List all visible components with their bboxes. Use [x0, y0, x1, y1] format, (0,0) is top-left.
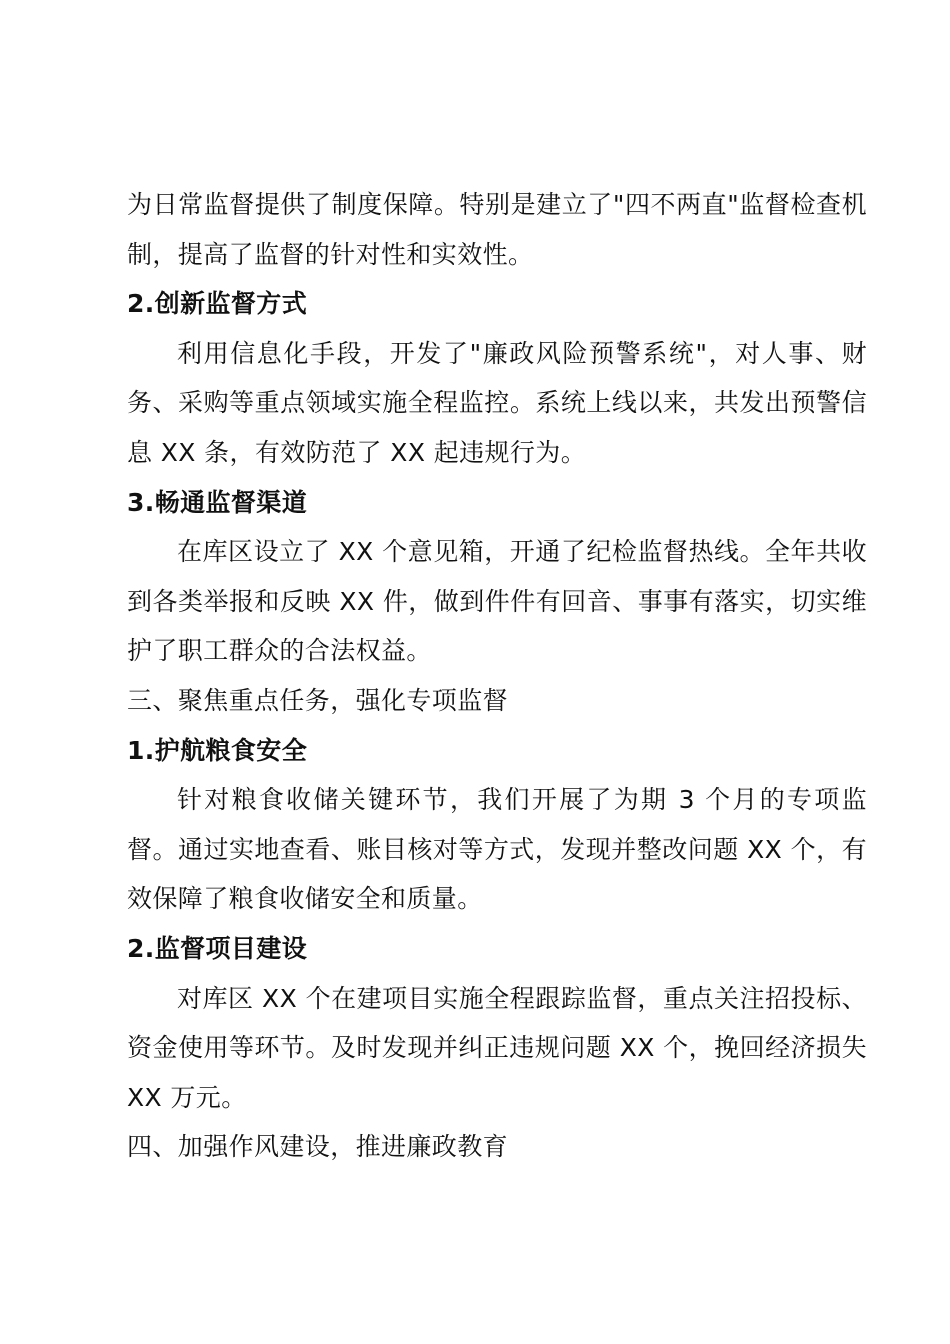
paragraph-opinion-boxes: 在库区设立了 XX 个意见箱，开通了纪检监督热线。全年共收到各类举报和反映 XX 件，做到件件有回音、事事有落实，切实维护了职工群众的合法权益。 [127, 537, 867, 666]
paragraph-project-tracking: 对库区 XX 个在建项目实施全程跟踪监督，重点关注招投标、资金使用等环节。及时发现并纠正违规问题 XX 个，挽回经济损失 XX 万元。 [127, 983, 867, 1112]
subheading-innovate-supervision: 2.创新监督方式 [127, 289, 308, 319]
paragraph-continuation: 为日常监督提供了制度保障。特别是建立了"四不两直"监督检查机制，提高了监督的针对性和实效性。 [127, 190, 867, 269]
subheading-supervision-channels: 3.畅通监督渠道 [127, 487, 308, 517]
section-heading-four: 四、加强作风建设，推进廉政教育 [127, 1132, 509, 1162]
document-body [127, 180, 867, 1172]
paragraph-grain-storage: 针对粮食收储关键环节，我们开展了为期 3 个月的专项监督。通过实地查看、账目核对等方式，发现并整改问题 XX 个，有效保障了粮食收储安全和质量。 [127, 785, 867, 914]
subheading-project-construction: 2.监督项目建设 [127, 933, 308, 963]
section-heading-three: 三、聚焦重点任务，强化专项监督 [127, 685, 509, 715]
paragraph-information-system: 利用信息化手段，开发了"廉政风险预警系统"，对人事、财务、采购等重点领域实施全程监控。系统上线以来，共发出预警信息 XX 条，有效防范了 XX 起违规行为。 [127, 338, 867, 467]
subheading-grain-security: 1.护航粮食安全 [127, 735, 308, 765]
